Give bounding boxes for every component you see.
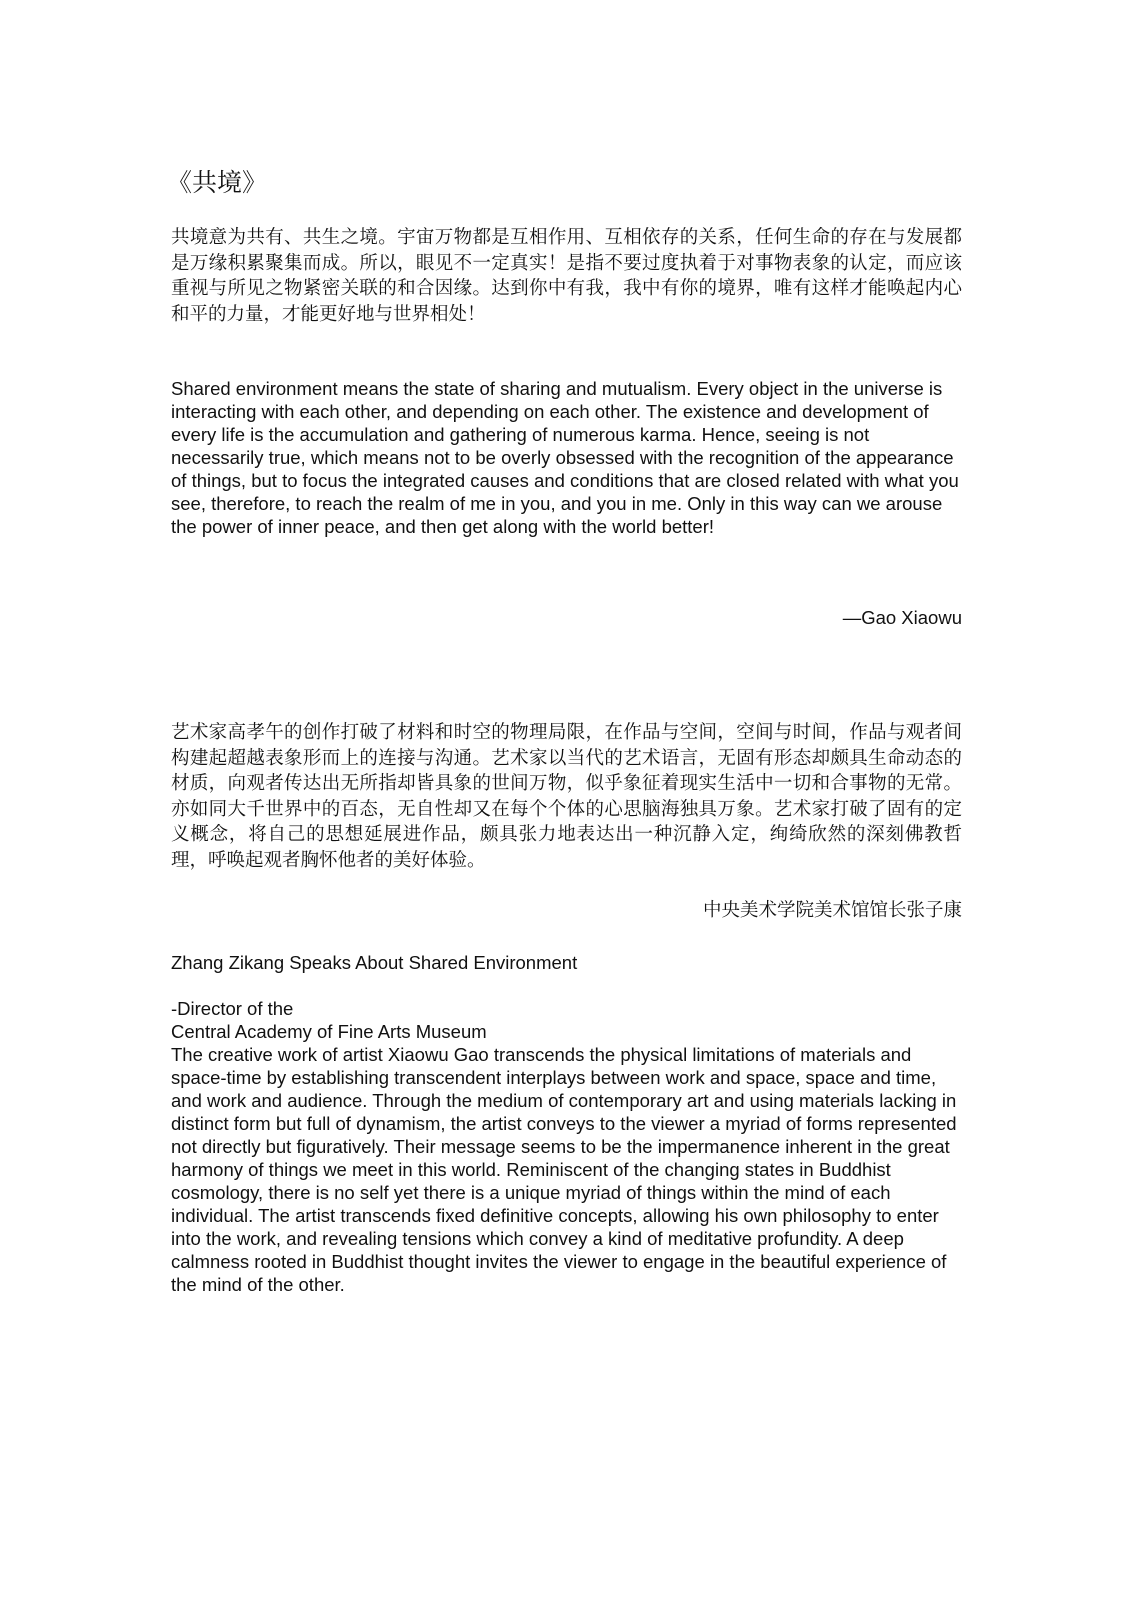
chinese-reviewer-signature: 中央美术学院美术馆馆长张子康 xyxy=(702,900,962,921)
reviewer-role-line-1: -Director of the xyxy=(171,998,294,1019)
english-review-paragraph: The creative work of artist Xiaowu Gao transcends the physical limitations of materials and space-time by establishing transcendent interplays between work and space, space and time, and work and audience. Through the medium of contemporary art and using materials lacking in distinct form but full of dynamism, the artist conveys to the viewer a myriad of forms represented not directly but figuratively. Their message seems to be the impermanence inherent in the great harmony of things we meet in this world. Reminiscent of the changing states in Buddhist cosmology, there is no self yet there is a unique myriad of things within the mind of each individual. The artist transcends fixed definitive concepts, allowing his own philosophy to enter into the work, and revealing tensions which convey a kind of meditative profundity. A deep calmness rooted in Buddhist thought invites the viewer to engage in the beautiful experience of the mind of the other. xyxy=(171,1044,957,1295)
document-title: 《共境》 xyxy=(167,168,268,197)
document-page xyxy=(167,0,962,1600)
english-review-heading: Zhang Zikang Speaks About Shared Environment xyxy=(171,952,578,973)
artist-signature: —Gao Xiaowu xyxy=(842,607,962,628)
english-intro-paragraph: Shared environment means the state of sharing and mutualism. Every object in the universe is interacting with each other, and depending on each other. The existence and development of every life is the accumulation and gathering of numerous karma. Hence, seeing is not necessarily true, which means not to be overly obsessed with the recognition of the appearance of things, but to focus the integrated causes and conditions that are closed related with what you see, therefore, to reach the realm of me in you, and you in me. Only in this way can we arouse the power of inner peace, and then get along with the world better! xyxy=(171,378,959,537)
chinese-review-paragraph: 艺术家高孝午的创作打破了材料和时空的物理局限，在作品与空间，空间与时间，作品与观者间构建起超越表象形而上的连接与沟通。艺术家以当代的艺术语言，无固有形态却颇具生命动态的材质，向观者传达出无所指却皆具象的世间万物，似乎象征着现实生活中一切和合事物的无常。亦如同大千世界中的百态，无自性却又在每个个体的心思脑海独具万象。艺术家打破了固有的定义概念，将自己的思想延展进作品，颇具张力地表达出一种沉静入定，绚绮欣然的深刻佛教哲理，呼唤起观者胸怀他者的美好体验。 xyxy=(171,722,962,871)
reviewer-role-line-2: Central Academy of Fine Arts Museum xyxy=(171,1021,487,1042)
reviewer-role xyxy=(171,997,962,1043)
chinese-intro-paragraph: 共境意为共有、共生之境。宇宙万物都是互相作用、互相依存的关系，任何生命的存在与发展都是万缘积累聚集而成。所以，眼见不一定真实！是指不要过度执着于对事物表象的认定，而应该重视与所见之物紧密关联的和合因缘。达到你中有我，我中有你的境界，唯有这样才能唤起内心和平的力量，才能更好地与世界相处！ xyxy=(171,227,962,325)
